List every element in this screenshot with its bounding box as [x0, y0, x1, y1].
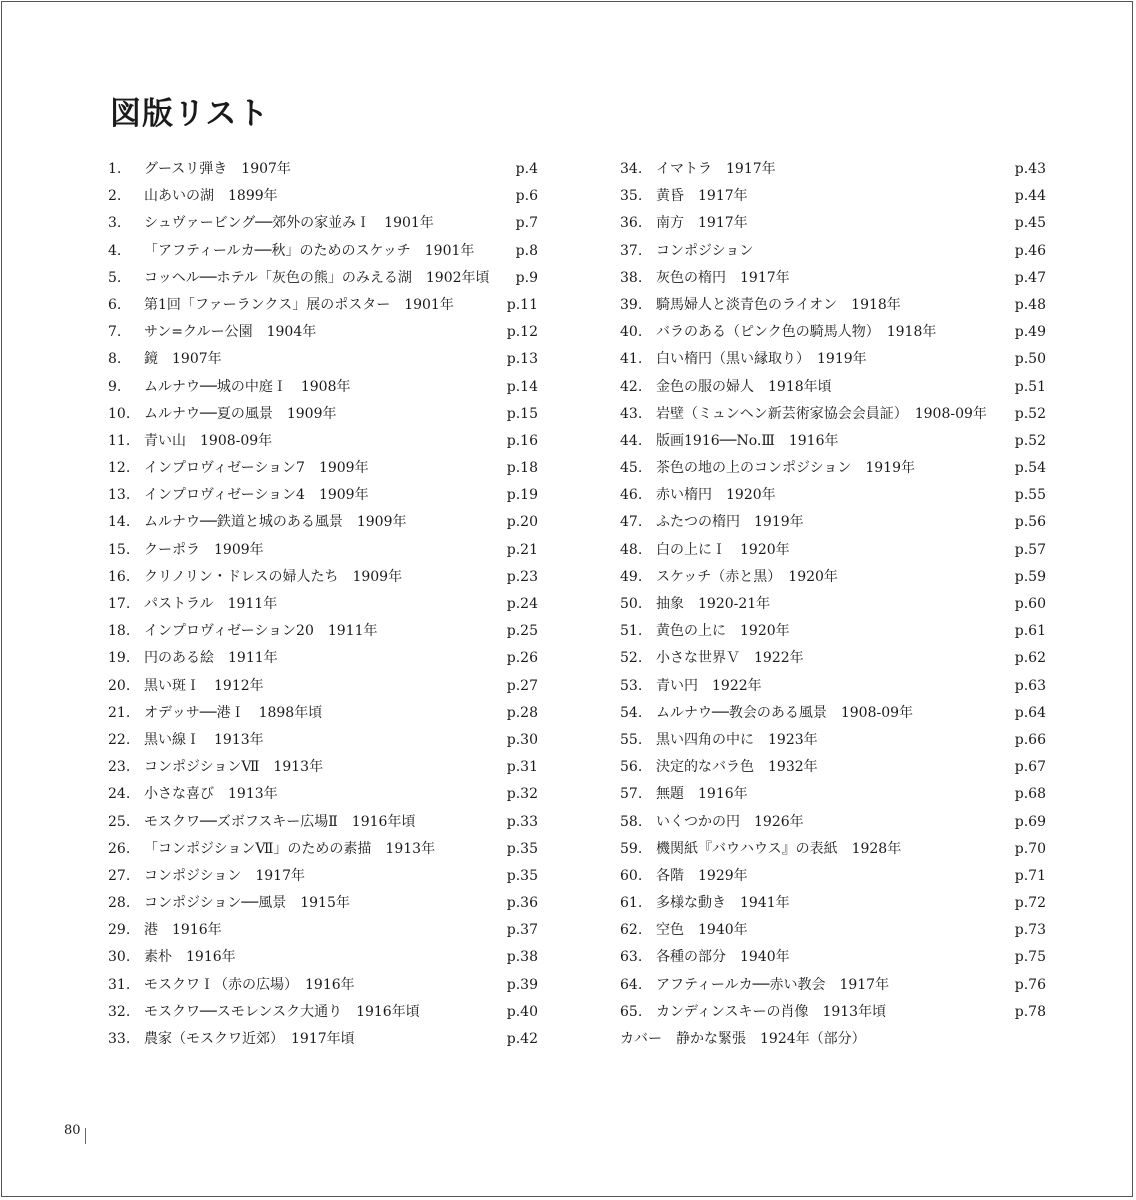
figure-number: 1.	[108, 161, 122, 177]
figure-title: イマトラ 1917年	[656, 161, 776, 177]
figure-title: グースリ弾き 1907年	[144, 161, 291, 177]
figure-page: p.38	[506, 949, 538, 966]
figure-list-item	[108, 999, 538, 1026]
figure-page: p.9	[515, 269, 538, 286]
figure-page: p.52	[1014, 432, 1046, 449]
figure-number: 6.	[108, 296, 122, 313]
figure-title: いくつかの円 1926年	[656, 813, 804, 830]
figure-title: 青い山 1908-09年	[144, 432, 273, 449]
figure-number: 41.	[620, 351, 643, 368]
figure-number: 35.	[620, 188, 643, 205]
figure-title: サン=クルー公園 1904年	[144, 324, 317, 341]
figure-page: p.31	[506, 759, 538, 776]
figure-title: ムルナウ──城の中庭Ｉ 1908年	[144, 378, 351, 395]
figure-page: p.33	[506, 813, 538, 830]
figure-page: p.60	[1014, 596, 1046, 612]
figure-list-item	[620, 482, 1046, 509]
figure-page: p.6	[515, 188, 538, 205]
figure-page: p.71	[1014, 867, 1046, 884]
figure-page: p.4	[515, 161, 538, 177]
figure-title: カンディンスキーの肖像 1913年頃	[656, 1003, 887, 1020]
figure-number: 53.	[620, 677, 643, 694]
figure-title: コッヘル──ホテル「灰色の熊」のみえる湖 1902年頃	[144, 269, 490, 286]
figure-title: 山あいの湖 1899年	[144, 188, 278, 205]
figure-list-item	[620, 972, 1046, 999]
figure-page: p.57	[1014, 541, 1046, 558]
figure-title: ムルナウ──鉄道と城のある風景 1909年	[144, 514, 407, 531]
figure-page: p.37	[506, 922, 538, 939]
figure-list-item	[108, 863, 538, 890]
figure-title: 各種の部分 1940年	[656, 949, 790, 966]
figure-number: 52.	[620, 650, 643, 667]
figure-page: p.8	[515, 242, 538, 259]
figure-page: p.16	[506, 432, 538, 449]
figure-page: p.51	[1014, 378, 1046, 395]
figure-title: スケッチ（赤と黒） 1920年	[656, 568, 838, 585]
figure-title: クリノリン・ドレスの婦人たち 1909年	[144, 568, 403, 585]
figure-number: 49.	[620, 568, 643, 585]
figure-list-item	[620, 673, 1046, 700]
figure-number: 43.	[620, 405, 643, 422]
figure-list-item	[108, 183, 538, 210]
figure-page: p.62	[1014, 650, 1046, 667]
figure-page: p.56	[1014, 514, 1046, 531]
figure-page: p.52	[1014, 405, 1046, 422]
figure-number: 30.	[108, 949, 131, 966]
figure-list-item	[620, 781, 1046, 808]
figure-number: 61.	[620, 895, 643, 912]
figure-title: 小さな喜び 1913年	[144, 786, 278, 803]
figure-list-item	[108, 346, 538, 373]
figure-list-item	[108, 156, 538, 183]
figure-title: 「コンポジションⅦ」のための素描 1913年	[144, 840, 436, 857]
figure-list-item	[108, 210, 538, 237]
figure-number: 50.	[620, 596, 643, 612]
figure-list-item	[108, 809, 538, 836]
figure-list-item	[620, 809, 1046, 836]
figure-page: p.59	[1014, 568, 1046, 585]
figure-number: 26.	[108, 840, 131, 857]
figure-title: オデッサ──港Ｉ 1898年頃	[144, 704, 323, 721]
figure-title: クーポラ 1909年	[144, 541, 264, 558]
page-title: 図版リスト	[110, 96, 270, 132]
figure-list-item	[620, 836, 1046, 863]
figure-title: 円のある絵 1911年	[144, 650, 278, 667]
figure-number: 22.	[108, 731, 131, 748]
figure-title: ムルナウ──教会のある風景 1908-09年	[656, 704, 914, 721]
figure-number: 34.	[620, 161, 643, 177]
figure-page: p.63	[1014, 677, 1046, 694]
figure-title: バラのある（ピンク色の騎馬人物） 1918年	[656, 324, 937, 341]
figure-title: インプロヴィゼーション7 1909年	[144, 460, 369, 477]
figure-page: p.61	[1014, 623, 1046, 640]
figure-number: 18.	[108, 623, 131, 640]
figure-title: モスクワ──スモレンスク大通り 1916年頃	[144, 1003, 420, 1020]
figure-list-item	[108, 944, 538, 971]
cover-note	[620, 1026, 1046, 1053]
figure-number: 8.	[108, 351, 122, 368]
figure-number: 62.	[620, 922, 643, 939]
figure-title: 「アフティールカ──秋」のためのスケッチ 1901年	[144, 242, 475, 259]
figure-page: p.7	[515, 215, 538, 232]
figure-list-item	[620, 890, 1046, 917]
figure-page: p.78	[1014, 1003, 1046, 1020]
figure-list-item	[620, 238, 1046, 265]
figure-list-item	[108, 890, 538, 917]
figure-list-item	[620, 319, 1046, 346]
figure-list-item	[108, 319, 538, 346]
figure-title: 南方 1917年	[656, 215, 748, 232]
figure-title: 第1回「ファーランクス」展のポスター 1901年	[144, 296, 454, 313]
figure-list-item	[620, 156, 1046, 183]
figure-title: 黒い斑Ｉ 1912年	[144, 677, 264, 694]
figure-page: p.69	[1014, 813, 1046, 830]
figure-page: p.24	[506, 596, 538, 612]
figure-number: 32.	[108, 1003, 131, 1020]
figure-list-right-column	[620, 156, 1046, 1053]
figure-page: p.54	[1014, 460, 1046, 477]
figure-page: p.49	[1014, 324, 1046, 341]
figure-number: 5.	[108, 269, 122, 286]
figure-number: 21.	[108, 704, 131, 721]
figure-list-item	[108, 509, 538, 536]
figure-title: 黄色の上に 1920年	[656, 623, 790, 640]
figure-number: 9.	[108, 378, 122, 395]
figure-list-item	[108, 401, 538, 428]
figure-page: p.66	[1014, 731, 1046, 748]
figure-number: 15.	[108, 541, 131, 558]
figure-title: 小さな世界Ｖ 1922年	[656, 650, 804, 667]
figure-title: モスクワＩ（赤の広場） 1916年	[144, 976, 355, 993]
figure-number: 33.	[108, 1031, 131, 1047]
figure-page: p.67	[1014, 759, 1046, 776]
figure-title: 騎馬婦人と淡青色のライオン 1918年	[656, 296, 901, 313]
figure-number: 7.	[108, 324, 122, 341]
figure-number: 44.	[620, 432, 643, 449]
figure-page: p.76	[1014, 976, 1046, 993]
figure-title: コンポジション 1917年	[144, 867, 305, 884]
figure-number: 12.	[108, 460, 131, 477]
figure-list-item	[108, 564, 538, 591]
figure-list-item	[620, 727, 1046, 754]
figure-title: 白の上にＩ 1920年	[656, 541, 790, 558]
figure-number: 51.	[620, 623, 643, 640]
figure-page: p.30	[506, 731, 538, 748]
figure-page: p.70	[1014, 840, 1046, 857]
figure-number: 19.	[108, 650, 131, 667]
figure-number: 37.	[620, 242, 643, 259]
figure-list-item	[620, 591, 1046, 618]
figure-list-item	[620, 645, 1046, 672]
figure-title: 決定的なバラ色 1932年	[656, 759, 818, 776]
figure-title: 黄昏 1917年	[656, 188, 748, 205]
figure-list-item	[108, 754, 538, 781]
figure-list-item	[620, 944, 1046, 971]
figure-title: コンポジションⅦ 1913年	[144, 759, 324, 776]
figure-page: p.36	[506, 895, 538, 912]
figure-number: 47.	[620, 514, 643, 531]
figure-title: 多様な動き 1941年	[656, 895, 790, 912]
figure-title: 青い円 1922年	[656, 677, 762, 694]
figure-number: 3.	[108, 215, 122, 232]
figure-title: 農家（モスクワ近郊） 1917年頃	[144, 1031, 355, 1047]
figure-number: 64.	[620, 976, 643, 993]
figure-number: 45.	[620, 460, 643, 477]
figure-title: ムルナウ──夏の風景 1909年	[144, 405, 337, 422]
figure-list-item	[108, 428, 538, 455]
figure-list-item	[620, 537, 1046, 564]
figure-title: 鏡 1907年	[144, 351, 222, 368]
figure-number: 10.	[108, 405, 131, 422]
figure-number: 54.	[620, 704, 643, 721]
figure-number: 42.	[620, 378, 643, 395]
figure-page: p.46	[1014, 242, 1046, 259]
figure-list-item	[108, 673, 538, 700]
figure-number: 60.	[620, 867, 643, 884]
figure-page: p.48	[1014, 296, 1046, 313]
figure-number: 65.	[620, 1003, 643, 1020]
figure-page: p.39	[506, 976, 538, 993]
figure-page: p.75	[1014, 949, 1046, 966]
page-number: 80	[64, 1123, 81, 1138]
figure-title: インプロヴィゼーション4 1909年	[144, 487, 369, 504]
cover-note-text: カバー 静かな緊張 1924年（部分）	[620, 1031, 866, 1047]
figure-title: 茶色の地の上のコンポジション 1919年	[656, 460, 915, 477]
figure-number: 46.	[620, 487, 643, 504]
figure-list-item	[108, 292, 538, 319]
figure-title: 無題 1916年	[656, 786, 748, 803]
figure-page: p.21	[506, 541, 538, 558]
figure-title: 各階 1929年	[656, 867, 748, 884]
figure-list-item	[620, 700, 1046, 727]
figure-page: p.12	[506, 324, 538, 341]
figure-list-item	[108, 618, 538, 645]
figure-number: 55.	[620, 731, 643, 748]
figure-title: ふたつの楕円 1919年	[656, 514, 804, 531]
figure-title: 灰色の楕円 1917年	[656, 269, 790, 286]
figure-number: 29.	[108, 922, 131, 939]
figure-title: モスクワ──ズボフスキー広場Ⅱ 1916年頃	[144, 813, 416, 830]
figure-title: 素朴 1916年	[144, 949, 236, 966]
figure-list-item	[620, 455, 1046, 482]
figure-page: p.68	[1014, 786, 1046, 803]
figure-page: p.73	[1014, 922, 1046, 939]
figure-number: 16.	[108, 568, 131, 585]
figure-list-item	[108, 781, 538, 808]
figure-title: 抽象 1920-21年	[656, 596, 771, 612]
figure-title: コンポジション──風景 1915年	[144, 895, 350, 912]
figure-title: アフティールカ──赤い教会 1917年	[656, 976, 890, 993]
figure-page: p.40	[506, 1003, 538, 1020]
figure-number: 57.	[620, 786, 643, 803]
figure-page: p.64	[1014, 704, 1046, 721]
figure-number: 11.	[108, 432, 131, 449]
figure-number: 23.	[108, 759, 131, 776]
figure-title: 岩壁（ミュンヘン新芸術家協会会員証） 1908-09年	[656, 405, 987, 422]
figure-title: インプロヴィゼーション20 1911年	[144, 623, 378, 640]
figure-number: 27.	[108, 867, 131, 884]
figure-page: p.20	[506, 514, 538, 531]
figure-number: 36.	[620, 215, 643, 232]
figure-list-item	[108, 537, 538, 564]
figure-title: 白い楕円（黒い縁取り） 1919年	[656, 351, 867, 368]
figure-list-item	[108, 836, 538, 863]
figure-number: 28.	[108, 895, 131, 912]
figure-number: 59.	[620, 840, 643, 857]
figure-title: コンポジション	[656, 242, 754, 259]
figure-list-item	[108, 374, 538, 401]
figure-list-left-column	[108, 156, 538, 1053]
figure-page: p.14	[506, 378, 538, 395]
figure-number: 48.	[620, 541, 643, 558]
figure-page: p.47	[1014, 269, 1046, 286]
figure-number: 39.	[620, 296, 643, 313]
figure-page: p.27	[506, 677, 538, 694]
figure-page: p.43	[1014, 161, 1046, 177]
figure-list-item	[108, 727, 538, 754]
figure-page: p.32	[506, 786, 538, 803]
figure-title: 赤い楕円 1920年	[656, 487, 776, 504]
figure-list-item	[108, 265, 538, 292]
figure-list-item	[620, 210, 1046, 237]
figure-title: 機関紙『バウハウス』の表紙 1928年	[656, 840, 902, 857]
figure-list-item	[620, 564, 1046, 591]
figure-number: 38.	[620, 269, 643, 286]
figure-list-item	[108, 1026, 538, 1053]
figure-list-item	[620, 917, 1046, 944]
figure-list-item	[108, 972, 538, 999]
figure-list-item	[620, 999, 1046, 1026]
figure-page: p.11	[506, 296, 538, 313]
figure-list-item	[620, 401, 1046, 428]
figure-list-item	[108, 645, 538, 672]
figure-page: p.19	[506, 487, 538, 504]
figure-list-item	[620, 509, 1046, 536]
figure-page: p.50	[1014, 351, 1046, 368]
figure-list-item	[108, 917, 538, 944]
figure-number: 40.	[620, 324, 643, 341]
figure-title: 黒い四角の中に 1923年	[656, 731, 818, 748]
figure-list-item	[620, 183, 1046, 210]
figure-page: p.18	[506, 460, 538, 477]
figure-number: 13.	[108, 487, 131, 504]
figure-list-item	[620, 374, 1046, 401]
figure-title: シュヴァービング──郊外の家並みＩ 1901年	[144, 215, 434, 232]
figure-title: 金色の服の婦人 1918年頃	[656, 378, 832, 395]
figure-number: 56.	[620, 759, 643, 776]
figure-page: p.44	[1014, 188, 1046, 205]
figure-number: 31.	[108, 976, 131, 993]
figure-title: パストラル 1911年	[144, 596, 278, 612]
figure-page: p.45	[1014, 215, 1046, 232]
figure-page: p.25	[506, 623, 538, 640]
figure-page: p.23	[506, 568, 538, 585]
figure-title: 黒い線Ｉ 1913年	[144, 731, 264, 748]
figure-page: p.55	[1014, 487, 1046, 504]
figure-page: p.28	[506, 704, 538, 721]
figure-title: 版画1916──No.Ⅲ 1916年	[656, 432, 839, 449]
figure-number: 2.	[108, 188, 122, 205]
figure-list-item	[620, 265, 1046, 292]
figure-list-item	[108, 238, 538, 265]
figure-list-item	[108, 482, 538, 509]
figure-title: 港 1916年	[144, 922, 222, 939]
figure-list-item	[620, 863, 1046, 890]
figure-list-item	[620, 428, 1046, 455]
figure-list-item	[620, 346, 1046, 373]
figure-list-item	[108, 700, 538, 727]
figure-number: 17.	[108, 596, 131, 612]
figure-number: 14.	[108, 514, 131, 531]
figure-title: 空色 1940年	[656, 922, 748, 939]
figure-list-item	[620, 292, 1046, 319]
figure-page: p.13	[506, 351, 538, 368]
figure-number: 20.	[108, 677, 131, 694]
figure-page: p.26	[506, 650, 538, 667]
figure-number: 58.	[620, 813, 643, 830]
figure-page: p.35	[506, 867, 538, 884]
figure-list-item	[620, 618, 1046, 645]
figure-page: p.72	[1014, 895, 1046, 912]
figure-list-item	[108, 455, 538, 482]
figure-list-item	[620, 754, 1046, 781]
page-number-rule	[85, 1128, 86, 1144]
figure-number: 25.	[108, 813, 131, 830]
figure-page: p.15	[506, 405, 538, 422]
figure-number: 63.	[620, 949, 643, 966]
figure-page: p.35	[506, 840, 538, 857]
figure-list-item	[108, 591, 538, 618]
figure-number: 24.	[108, 786, 131, 803]
figure-page: p.42	[506, 1031, 538, 1047]
figure-number: 4.	[108, 242, 122, 259]
